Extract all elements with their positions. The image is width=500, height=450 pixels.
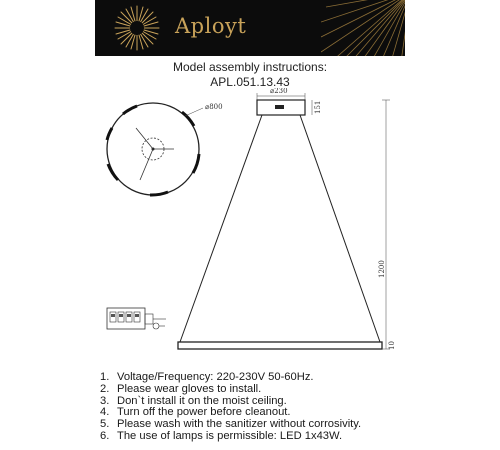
ring-side-profile [178, 342, 382, 349]
canopy-height-label: 151 [314, 100, 322, 114]
total-height-label: 1200 [378, 260, 386, 278]
list-item: 2. Please wear gloves to install. [100, 382, 262, 395]
ground-screw-icon [153, 323, 159, 329]
top-view [107, 103, 223, 195]
sunburst-logo-icon [113, 4, 161, 52]
list-item: 1. Voltage/Frequency: 220-230V 50-60Hz. [100, 371, 314, 383]
brand-banner [95, 0, 405, 56]
canopy-connector [275, 105, 284, 109]
decorative-rays-icon [321, 0, 405, 56]
technical-drawing [0, 88, 500, 368]
terminal-cap [145, 314, 153, 324]
terminal-block [107, 308, 166, 329]
side-view [178, 88, 396, 350]
brand-name: Aployt [175, 14, 247, 38]
model-number: APL.051.13.43 [210, 75, 290, 89]
list-item: 5. Please wash with the sanitizer without corrosivity. [100, 418, 362, 431]
ring-diameter-label: ⌀800 [205, 103, 223, 111]
diameter-leader [185, 108, 203, 116]
cable-left [180, 115, 262, 342]
list-item: 6. The use of lamps is permissible: LED 1x43W. [100, 429, 343, 442]
cable-right [300, 115, 380, 342]
page-title: Model assembly instructions: [172, 60, 328, 74]
suspension-cables [136, 128, 174, 180]
instructions-list [100, 372, 361, 443]
list-item: 4. Turn off the power before cleanout. [100, 406, 291, 419]
canopy-diameter-label: ⌀230 [270, 88, 288, 95]
list-item: 3. Don`t install it on the moist ceiling. [100, 394, 287, 407]
ring-height-label: 10 [388, 341, 396, 350]
